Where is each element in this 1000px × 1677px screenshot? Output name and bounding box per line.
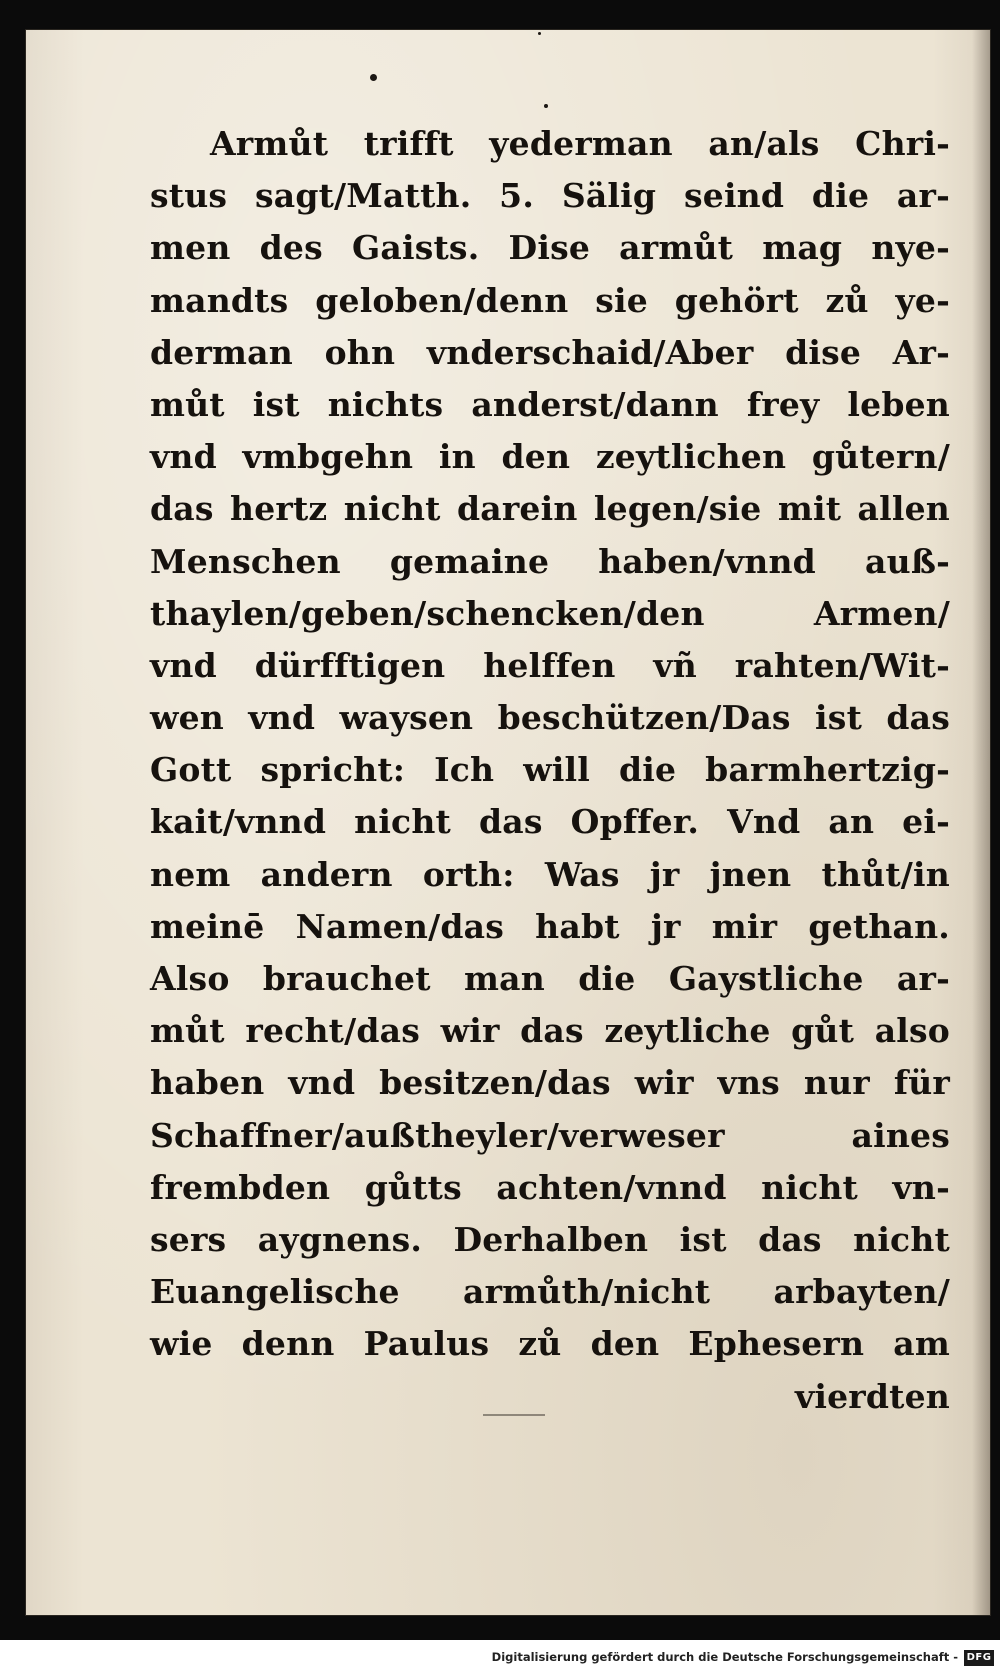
main-text-block: [150, 118, 950, 1423]
text-line: wie denn Paulus zů den Ephesern am: [150, 1324, 950, 1364]
text-line: můt ist nichts anderst/dann frey leben: [150, 384, 950, 424]
text-line: frembden gůtts achten/vnnd nicht vn-: [150, 1167, 950, 1207]
funding-credit: Digitalisierung gefördert durch die Deutsche Forschungsgemeinschaft -: [491, 1650, 958, 1664]
text-line: vnd dürfftigen helffen vñ rahten/Wit-: [150, 645, 950, 685]
page-edge-shadow: [972, 30, 990, 1615]
text-line: thaylen/geben/schencken/den Armen/: [150, 593, 950, 633]
text-line: das hertz nicht darein legen/sie mit allen: [150, 489, 950, 529]
text-line: Menschen gemaine haben/vnnd auß-: [150, 541, 950, 581]
text-line: můt recht/das wir das zeytliche gůt also: [150, 1011, 950, 1051]
text-line: stus sagt/Matth. 5. Sälig seind die ar-: [150, 176, 950, 216]
text-line: sers aygnens. Derhalben ist das nicht: [150, 1219, 950, 1259]
text-line: mandts geloben/denn sie gehört zů ye-: [150, 280, 950, 320]
text-line: haben vnd besitzen/das wir vns nur für: [150, 1063, 950, 1103]
text-line: Also brauchet man die Gaystliche ar-: [150, 959, 950, 998]
text-line: Schaffner/außtheyler/verweser aines: [150, 1115, 950, 1155]
text-line: wen vnd waysen beschützen/Das ist das: [150, 698, 950, 738]
text-line: meinē Namen/das habt jr mir gethan.: [150, 906, 950, 946]
text-line: Gott spricht: Ich will die barmhertzig-: [150, 750, 950, 790]
text-line: men des Gaists. Dise armůt mag nye-: [150, 228, 950, 268]
ink-speck: [370, 74, 377, 81]
text-line: Armůt trifft yederman an/als Chri-: [210, 124, 950, 163]
text-line: kait/vnnd nicht das Opffer. Vnd an ei-: [150, 802, 950, 842]
dfg-logo: DFG: [964, 1650, 994, 1666]
catchword: vierdten: [795, 1376, 950, 1416]
ornament-rule: [483, 1414, 545, 1416]
text-line: vnd vmbgehn in den zeytlichen gůtern/: [150, 437, 950, 477]
ink-speck: [544, 104, 548, 108]
text-line: nem andern orth: Was jr jnen thůt/in: [150, 854, 950, 894]
digitization-footer: [0, 1640, 1000, 1677]
text-line: derman ohn vnderschaid/Aber dise Ar-: [150, 332, 950, 372]
ink-speck: [538, 32, 541, 35]
text-line: Euangelische armůth/nicht arbayten/: [150, 1272, 950, 1312]
